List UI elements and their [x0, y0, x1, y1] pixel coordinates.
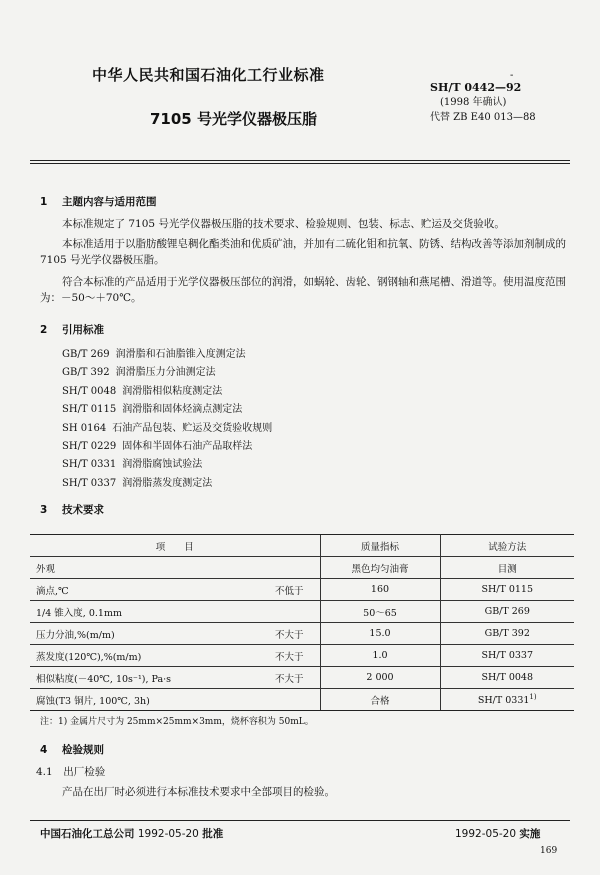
reference-code: SH 0164 — [62, 422, 107, 434]
table-row — [30, 623, 574, 645]
row-limit — [304, 693, 314, 707]
row-value: 合格 — [320, 689, 440, 711]
header-rule-top — [30, 160, 570, 161]
row-value: 1.0 — [320, 645, 440, 667]
header-rule-bottom — [30, 163, 570, 164]
table-row — [30, 601, 574, 623]
standard-info — [430, 80, 570, 125]
subsection-title: 出厂检验 — [63, 766, 106, 778]
reference-code: SH/T 0115 — [62, 404, 117, 416]
row-limit: 不低于 — [274, 585, 304, 597]
row-limit: 不大于 — [274, 629, 304, 641]
implementation-date: 1992-05-20 — [455, 828, 517, 840]
row-method: GB/T 392 — [440, 623, 574, 645]
header-item: 项 目 — [30, 535, 320, 557]
subsection-4-1-heading — [36, 764, 568, 780]
row-value: 50～65 — [320, 601, 440, 623]
reference-code: GB/T 392 — [62, 367, 110, 379]
row-limit: 不大于 — [274, 651, 304, 663]
dash-mark: - — [510, 70, 514, 81]
standard-code: SH/T 0442—92 — [430, 81, 522, 94]
row-method: 目测 — [440, 557, 574, 579]
section-number: 4 — [40, 744, 48, 756]
reference-item — [62, 364, 272, 382]
specification-table — [30, 534, 574, 711]
reference-name: 固体和半固体石油产品取样法 — [122, 441, 253, 453]
reference-name: 石油产品包装、贮运及交货验收规则 — [112, 422, 273, 434]
section-1-paragraph-1: 本标准规定了 7105 号光学仪器极压脂的技术要求、检验规则、包装、标志、贮运及交货验收。 — [62, 218, 505, 230]
section-1-paragraph-3: 符合本标准的产品适用于光学仪器极压部位的润滑，如蜗轮、齿轮、钢钢轴和燕尾槽、滑道等。使用温度范围为：－50～＋70℃。 — [40, 276, 566, 304]
reference-name: 润滑脂腐蚀试验法 — [122, 459, 203, 471]
reference-name: 润滑脂和石油脂锥入度测定法 — [115, 349, 246, 360]
row-item: 腐蚀(T3 铜片, 100℃, 3h) — [36, 695, 150, 707]
header-method: 试验方法 — [440, 535, 574, 557]
reference-item — [62, 383, 272, 401]
reference-item — [62, 401, 272, 419]
approval-action: 批准 — [202, 828, 224, 840]
row-value: 黑色均匀油膏 — [320, 557, 440, 579]
section-4-heading — [40, 742, 104, 757]
reference-item — [62, 438, 272, 456]
row-limit: 不大于 — [274, 673, 304, 685]
section-title: 技术要求 — [62, 504, 104, 516]
row-item: 压力分油,%(m/m) — [36, 629, 115, 641]
subsection-number: 4.1 — [36, 766, 53, 778]
row-value: 2 000 — [320, 667, 440, 689]
implementation-line — [455, 826, 540, 841]
row-item: 外观 — [36, 563, 56, 575]
row-limit — [304, 605, 314, 619]
header-value: 质量指标 — [320, 535, 440, 557]
table-row — [30, 689, 574, 711]
reference-code: SH/T 0229 — [62, 441, 117, 453]
footer-rule — [30, 820, 570, 821]
table-row — [30, 579, 574, 601]
table-row — [30, 667, 574, 689]
reference-list — [62, 346, 272, 493]
reference-item — [62, 475, 272, 493]
reference-name: 润滑脂相似粘度测定法 — [122, 385, 223, 397]
section-title: 主题内容与适用范围 — [62, 196, 157, 208]
row-value: 160 — [320, 579, 440, 601]
row-method: SH/T 0115 — [440, 579, 574, 601]
reference-code: SH/T 0331 — [62, 459, 117, 471]
section-number: 1 — [40, 196, 48, 208]
section-title: 检验规则 — [62, 744, 104, 756]
row-item: 相似粘度(－40℃, 10s⁻¹), Pa·s — [36, 673, 172, 685]
approving-org: 中国石油化工总公司 — [40, 828, 135, 840]
row-value: 15.0 — [320, 623, 440, 645]
section-2-heading — [40, 322, 104, 337]
reference-name: 润滑脂和固体烃滴点测定法 — [122, 404, 243, 416]
row-method: GB/T 269 — [440, 601, 574, 623]
reference-code: GB/T 269 — [62, 349, 110, 360]
section-title: 引用标准 — [62, 324, 104, 336]
section-4-paragraph-1: 产品在出厂时必须进行本标准技术要求中全部项目的检验。 — [62, 786, 335, 798]
section-1-paragraph-2: 本标准适用于以脂肪酸锂皂稠化酯类油和优质矿油，并加有二硫化钼和抗氧、防锈、结构改善等添加剂制成的 7105 号光学仪器极压脂。 — [40, 238, 566, 266]
row-item: 滴点,℃ — [36, 585, 69, 597]
reference-item — [62, 420, 272, 438]
section-1-heading — [40, 194, 157, 209]
row-method: SH/T 0331 — [477, 695, 530, 707]
table-header-row — [30, 535, 574, 557]
row-method: SH/T 0048 — [440, 667, 574, 689]
implementation-action: 实施 — [519, 828, 541, 840]
reference-code: SH/T 0048 — [62, 385, 117, 397]
row-item: 1/4 锥入度, 0.1mm — [36, 607, 122, 619]
reference-name: 润滑脂蒸发度测定法 — [122, 477, 213, 489]
reference-name: 润滑脂压力分油测定法 — [115, 367, 216, 379]
reference-item — [62, 456, 272, 474]
table-row — [30, 645, 574, 667]
row-limit — [304, 561, 314, 575]
replaces-standard: 代替 ZB E40 013—88 — [430, 112, 536, 123]
org-title: 中华人民共和国石油化工行业标准 — [92, 66, 325, 84]
document-title: 7105 号光学仪器极压脂 — [150, 110, 317, 128]
reference-item — [62, 346, 272, 364]
section-number: 3 — [40, 504, 48, 516]
table-row — [30, 557, 574, 579]
confirmed-year: (1998 年确认) — [440, 97, 507, 108]
section-3-heading — [40, 502, 104, 517]
section-number: 2 — [40, 324, 48, 336]
reference-code: SH/T 0337 — [62, 477, 117, 489]
footnote-marker: 1) — [529, 692, 537, 701]
approval-date: 1992-05-20 — [137, 828, 199, 840]
table-note: 注：1) 金属片尺寸为 25mm×25mm×3mm，烧杯容积为 50mL。 — [40, 717, 314, 727]
row-method: SH/T 0337 — [440, 645, 574, 667]
page-number: 169 — [540, 846, 558, 856]
approval-line — [40, 826, 223, 841]
row-item: 蒸发度(120℃),%(m/m) — [36, 651, 142, 663]
